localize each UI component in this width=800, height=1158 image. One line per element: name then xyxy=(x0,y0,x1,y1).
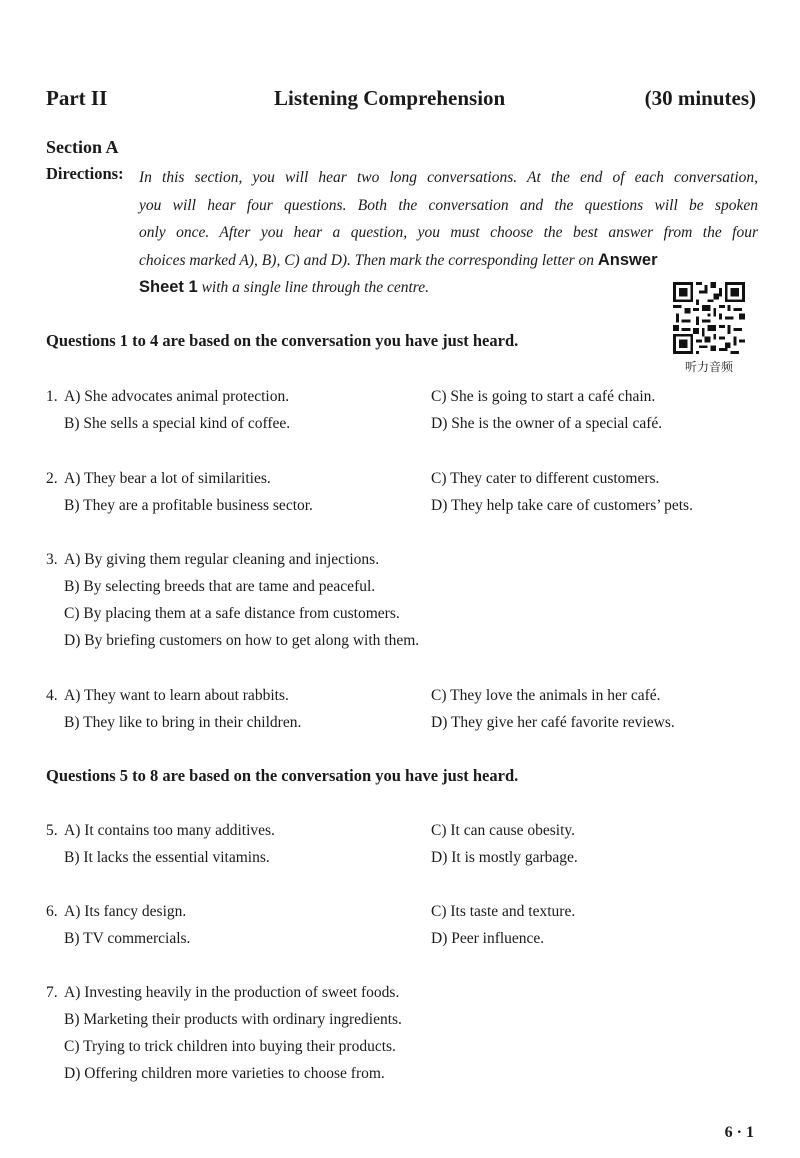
question-4 xyxy=(46,682,746,736)
option-a: A) They bear a lot of similarities. xyxy=(64,470,271,487)
answer-sheet-label-1: Answer xyxy=(597,250,658,269)
option-b: B) They like to bring in their children. xyxy=(64,714,302,731)
option-d: D) They help take care of customers’ pets. xyxy=(431,497,693,514)
part-label: Part II xyxy=(46,86,108,110)
option-c: C) She is going to start a café chain. xyxy=(431,388,656,405)
part-title: Listening Comprehension xyxy=(274,86,506,110)
qr-code-icon xyxy=(670,282,748,354)
option-c: C) Its taste and texture. xyxy=(431,903,576,920)
question-number: 7. xyxy=(46,984,58,1001)
page-number: 6 · 1 xyxy=(724,1124,754,1141)
page-header xyxy=(46,86,756,116)
question-6 xyxy=(46,898,746,952)
option-b: B) It lacks the essential vitamins. xyxy=(64,849,270,866)
question-number: 5. xyxy=(46,822,58,839)
answer-sheet-label-2: Sheet 1 xyxy=(139,278,198,296)
directions-line-3: only once. After you hear a question, you must choose the best answer from the four xyxy=(139,224,758,241)
option-c: C) By placing them at a safe distance from customers. xyxy=(64,605,400,622)
option-b: B) She sells a special kind of coffee. xyxy=(64,415,291,432)
question-1 xyxy=(46,383,746,437)
directions-line-4-text: choices marked A), B), C) and D). Then mark the corresponding letter on xyxy=(139,251,595,269)
option-c: C) Trying to trick children into buying their products. xyxy=(64,1038,396,1055)
section-title: Section A xyxy=(46,137,119,157)
qr-caption: 听力音频 xyxy=(684,360,733,374)
option-b: B) They are a profitable business sector. xyxy=(64,497,313,514)
question-3 xyxy=(46,546,746,654)
directions-line-5-text: with a single line through the centre. xyxy=(201,279,430,296)
directions-label: Directions: xyxy=(46,164,124,183)
option-b: B) By selecting breeds that are tame and peaceful. xyxy=(64,578,376,595)
time-limit: (30 minutes) xyxy=(644,86,756,110)
option-a: A) Its fancy design. xyxy=(64,903,187,920)
question-number: 4. xyxy=(46,687,58,704)
option-c: C) It can cause obesity. xyxy=(431,822,576,839)
question-2 xyxy=(46,465,746,519)
question-group-title: Questions 1 to 4 are based on the conversation you have just heard. xyxy=(46,331,519,350)
question-group-title: Questions 5 to 8 are based on the conversation you have just heard. xyxy=(46,766,519,785)
option-c: C) They love the animals in her café. xyxy=(431,687,661,704)
option-a: A) By giving them regular cleaning and injections. xyxy=(64,551,380,568)
option-b: B) TV commercials. xyxy=(64,930,191,947)
option-d: D) By briefing customers on how to get along with them. xyxy=(64,632,420,649)
question-7 xyxy=(46,979,746,1087)
question-5 xyxy=(46,817,746,871)
option-b: B) Marketing their products with ordinary ingredients. xyxy=(64,1011,402,1028)
directions-text xyxy=(139,164,758,302)
directions-line-5 xyxy=(139,274,758,302)
question-number: 2. xyxy=(46,470,58,487)
option-a: A) They want to learn about rabbits. xyxy=(64,687,289,704)
question-number: 6. xyxy=(46,903,58,920)
option-a: A) Investing heavily in the production of sweet foods. xyxy=(64,984,400,1001)
option-a: A) She advocates animal protection. xyxy=(64,388,290,405)
option-d: D) Offering children more varieties to choose from. xyxy=(64,1065,385,1082)
audio-qr-code[interactable] xyxy=(670,282,748,375)
directions-line-4 xyxy=(139,247,758,275)
question-number: 3. xyxy=(46,551,58,568)
option-d: D) Peer influence. xyxy=(431,930,545,947)
question-number: 1. xyxy=(46,388,58,405)
option-a: A) It contains too many additives. xyxy=(64,822,275,839)
option-d: D) She is the owner of a special café. xyxy=(431,415,663,432)
option-d: D) It is mostly garbage. xyxy=(431,849,578,866)
option-c: C) They cater to different customers. xyxy=(431,470,660,487)
option-d: D) They give her café favorite reviews. xyxy=(431,714,675,731)
directions-line-1: In this section, you will hear two long conversations. At the end of each conversation, xyxy=(139,169,758,186)
directions-line-2: you will hear four questions. Both the conversation and the questions will be spoken xyxy=(139,196,758,214)
